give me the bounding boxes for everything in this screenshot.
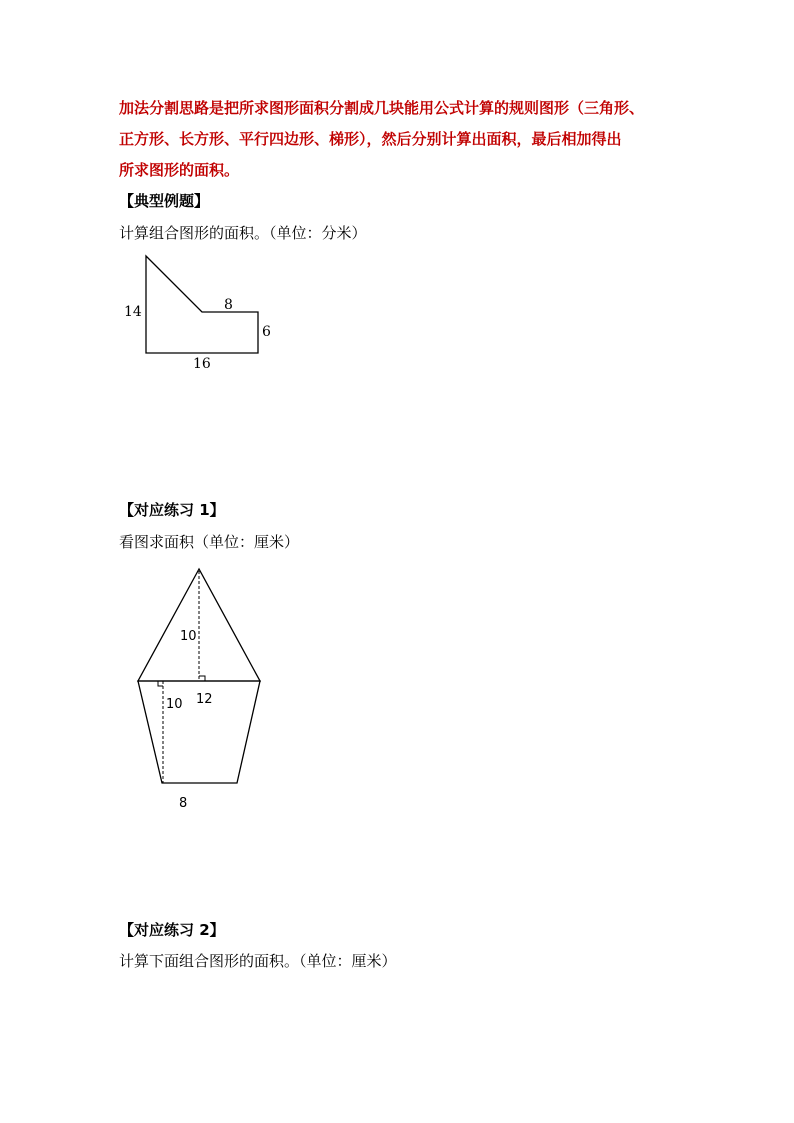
right-angle-mark-1 [199, 676, 205, 681]
label-bottom-width: 16 [193, 356, 211, 372]
example-figure [124, 256, 271, 372]
example-shape [146, 256, 258, 353]
practice1-heading: 【对应练习 1】 [119, 501, 225, 519]
practice1-figure [138, 569, 260, 811]
example-question: 计算组合图形的面积。（单位：分米） [119, 224, 367, 242]
label-right-height: 6 [262, 324, 271, 340]
practice1-question: 看图求面积（单位：厘米） [119, 533, 300, 551]
label-left-height: 14 [124, 304, 142, 320]
triangle-shape [138, 569, 260, 681]
intro-line-2: 正方形、长方形、平行四边形、梯形），然后分别计算出面积，最后相加得出 [119, 130, 622, 148]
label-triangle-height: 10 [180, 629, 197, 644]
label-top-step: 8 [224, 297, 233, 313]
label-top-base: 12 [196, 692, 213, 707]
practice2-question: 计算下面组合图形的面积。（单位：厘米） [119, 952, 397, 970]
label-bottom-base: 8 [179, 796, 188, 811]
example-heading: 【典型例题】 [119, 192, 210, 210]
practice2-heading: 【对应练习 2】 [119, 921, 225, 939]
intro-line-1: 加法分割思路是把所求图形面积分割成几块能用公式计算的规则图形（三角形、 [119, 99, 645, 117]
intro-line-3: 所求图形的面积。 [119, 161, 240, 179]
right-angle-mark-2 [158, 681, 163, 686]
label-trapezoid-height: 10 [166, 697, 183, 712]
